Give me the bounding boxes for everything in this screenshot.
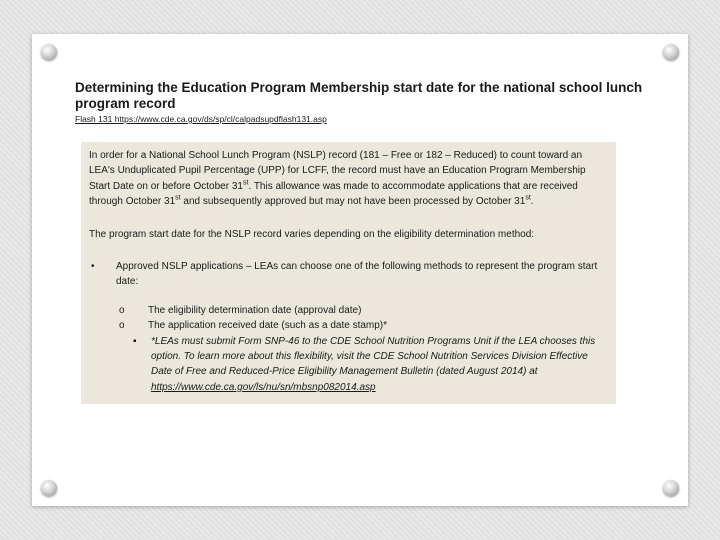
pushpin-icon [663, 44, 679, 60]
intro-text-4: . [530, 196, 534, 208]
slide-title: Determining the Education Program Membership start date for the national school lunch program record [75, 80, 643, 111]
intro-text-1: In order for a National School Lunch Program (NSLP) record (181 – Free or 182 – Reduced) to count toward an LEA's Unduplicated Pupil Percentage (UPP) for LCFF, the record must have an Education Program Membership Start Date on or before October 31 [89, 150, 586, 192]
bullet-lead: Approved [116, 261, 159, 273]
flash-131-link[interactable]: Flash 131 https://www.cde.ca.gov/ds/sp/cl/calpadsupdflash131.asp [75, 114, 327, 124]
footnote-text: *LEAs must submit Form SNP-46 to the CDE School Nutrition Programs Unit if the LEA chooses this option. To learn more about this flexibility, visit the CDE School Nutrition Services Division Effective Date of Free and Reduced-Price Eligibility Management Bulletin (dated August 2014) at [151, 335, 596, 378]
ordinal-suffix: st [242, 179, 249, 187]
method-paragraph: The program start date for the NSLP record varies depending on the eligibility determination method: [89, 228, 535, 240]
intro-text-2: . This allowance was made to accommodate applications that are received through October 31 [89, 180, 578, 208]
slide [32, 34, 688, 506]
bullet-item [89, 259, 608, 290]
footnote-item [89, 334, 608, 396]
square-bullet-icon: ▪ [133, 335, 137, 347]
list-item [119, 318, 608, 333]
circle-bullet-icon: o [119, 304, 125, 316]
ordinal-suffix: st [525, 194, 531, 202]
intro-paragraph [89, 148, 608, 210]
circle-bullet-icon: o [119, 320, 125, 332]
bullet-text: NSLP applications – LEAs can choose one of the following methods to represent the program start date: [116, 261, 598, 288]
pushpin-icon [41, 480, 57, 496]
bullet-icon: • [91, 261, 95, 273]
bulletin-link[interactable]: https://www.cde.ca.gov/ls/nu/sn/mbsnp082014.asp [151, 381, 376, 393]
pushpin-icon [41, 44, 57, 60]
ordinal-suffix: st [175, 194, 181, 202]
list-item [119, 303, 608, 318]
content-box [81, 142, 616, 404]
sub-item-text: The application received date (such as a date stamp)* [148, 320, 388, 332]
sub-list [89, 303, 608, 334]
sub-item-text: The eligibility determination date (approval date) [148, 304, 362, 316]
pushpin-icon [663, 480, 679, 496]
intro-text-3: and subsequently approved but may not have been processed by October 31 [180, 196, 526, 208]
